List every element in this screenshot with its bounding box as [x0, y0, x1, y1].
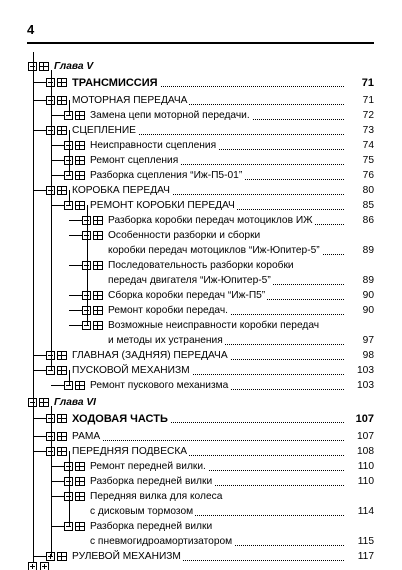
book-icon [57, 552, 67, 561]
entry-title: Возможные неисправности коробки передач [108, 320, 320, 331]
tree-line [69, 295, 82, 296]
book-icon [75, 492, 85, 501]
tree-line [69, 100, 70, 115]
tree-line [33, 82, 46, 83]
book-icon [75, 462, 85, 471]
expand-icon[interactable] [28, 562, 37, 570]
toc-entry[interactable] [82, 229, 374, 243]
entry-title: КОРОБКА ПЕРЕДАЧ [72, 185, 170, 196]
toc-entry[interactable] [64, 154, 374, 168]
page-ref: 110 [344, 460, 374, 474]
book-icon [39, 62, 49, 71]
tree-line [51, 205, 64, 206]
page-ref: 98 [344, 349, 374, 363]
tree-line [69, 220, 82, 221]
page-ref: 117 [344, 550, 374, 564]
toc-entry[interactable] [64, 109, 374, 123]
book-icon [93, 291, 103, 300]
page-ref: 114 [344, 505, 374, 519]
entry-title: МОТОРНАЯ ПЕРЕДАЧА [72, 95, 188, 106]
entry-title: Глава V [54, 61, 94, 72]
entry-title: Глава VI [54, 397, 97, 408]
entry-title: Неисправности сцепления [90, 140, 217, 151]
book-icon [57, 96, 67, 105]
book-icon [57, 78, 67, 87]
toc-entry[interactable] [64, 475, 374, 489]
page-ref: 115 [344, 535, 374, 549]
book-icon [57, 414, 67, 423]
book-icon [57, 186, 67, 195]
tree-line [33, 100, 46, 101]
tree-line [69, 235, 82, 236]
entry-title: Замена цепи моторной передачи. [90, 110, 250, 121]
tree-line [87, 205, 88, 325]
tree-line [33, 418, 46, 419]
page-ref: 97 [344, 334, 374, 348]
page-ref: 76 [344, 169, 374, 183]
book-icon [57, 366, 67, 375]
page-ref: 110 [344, 475, 374, 489]
toc-entry-continuation [108, 334, 374, 348]
toc-entry[interactable] [82, 289, 374, 303]
toc-entry[interactable] [46, 349, 374, 363]
entry-title: Разборка передней вилки [90, 521, 213, 532]
book-icon [39, 398, 49, 407]
toc-entry[interactable] [64, 379, 374, 393]
tree-line [33, 190, 46, 191]
tree-line [69, 310, 82, 311]
tree-line [33, 52, 34, 562]
book-icon [57, 447, 67, 456]
entry-title-continued: с дисковым тормозом [90, 506, 194, 517]
toc-entry[interactable] [82, 319, 374, 333]
toc-entry[interactable] [64, 520, 374, 534]
toc-entry[interactable] [46, 94, 374, 108]
page-ref: 108 [344, 445, 374, 459]
toc-entry-continuation [108, 274, 374, 288]
book-icon [75, 381, 85, 390]
chapter-heading[interactable] [28, 60, 374, 74]
page-ref: 71 [344, 94, 374, 108]
tree-line [51, 481, 64, 482]
tree-line [69, 265, 82, 266]
entry-title: Ремонт сцепления [90, 155, 179, 166]
toc-entry[interactable] [64, 139, 374, 153]
entry-title: ГЛАВНАЯ (ЗАДНЯЯ) ПЕРЕДАЧА [72, 350, 228, 361]
toc-entry[interactable] [64, 169, 374, 183]
toc-entry[interactable] [46, 445, 374, 459]
entry-title: ПЕРЕДНЯЯ ПОДВЕСКА [72, 446, 188, 457]
toc-entry[interactable] [46, 364, 374, 378]
page-ref: 86 [344, 214, 374, 228]
tree-line [69, 130, 70, 175]
tree-line [33, 436, 46, 437]
tree-line [33, 130, 46, 131]
toc-entry-continuation [90, 535, 374, 549]
entry-title: ПУСКОВОЙ МЕХАНИЗМ [72, 365, 190, 376]
entry-title-continued: коробки передач мотоциклов “Иж-Юпитер-5” [108, 245, 320, 256]
book-icon [93, 216, 103, 225]
entry-title-continued: с пневмогидроамортизатором [90, 536, 233, 547]
entry-title: Особенности разборки и сборки [108, 230, 261, 241]
tree-line [33, 370, 46, 371]
page-ref: 72 [344, 109, 374, 123]
page-ref: 89 [344, 274, 374, 288]
book-icon [75, 111, 85, 120]
page-ref: 71 [344, 76, 374, 90]
entry-title-continued: передач двигателя “Иж-Юпитер-5” [108, 275, 271, 286]
page-ref: 103 [344, 364, 374, 378]
entry-title: РУЛЕВОЙ МЕХАНИЗМ [72, 551, 181, 562]
book-icon [57, 351, 67, 360]
book-icon [75, 156, 85, 165]
page-ref: 103 [344, 379, 374, 393]
entry-title: Последовательность разборки коробки [108, 260, 294, 271]
entry-title: Разборка сцепления “Иж-П5-01” [90, 170, 243, 181]
toc-entry-continuation [108, 244, 374, 258]
toc-entry[interactable] [82, 214, 374, 228]
page-ref: 89 [344, 244, 374, 258]
toc-entry[interactable] [46, 184, 374, 198]
toc-entry[interactable] [64, 460, 374, 474]
entry-title: Передняя вилка для колеса [90, 491, 223, 502]
toc-entry[interactable] [82, 259, 374, 273]
entry-title: ТРАНСМИССИЯ [72, 77, 158, 89]
tree-line [33, 451, 46, 452]
toc-entry[interactable] [46, 124, 374, 138]
entry-title: Разборка коробки передач мотоциклов ИЖ [108, 215, 313, 226]
tree-line [69, 370, 70, 385]
book-icon [57, 126, 67, 135]
page-ref: 85 [344, 199, 374, 213]
toc-entry[interactable] [46, 76, 374, 90]
book-icon [75, 201, 85, 210]
page-ref: 107 [344, 412, 374, 426]
book-icon [75, 141, 85, 150]
tree-line [69, 190, 70, 205]
entry-title: РЕМОНТ КОРОБКИ ПЕРЕДАЧ [90, 200, 235, 211]
tree-line [33, 556, 46, 557]
entry-title: Ремонт коробки передач. [108, 305, 229, 316]
entry-title: Разборка передней вилки [90, 476, 213, 487]
book-icon [93, 261, 103, 270]
entry-title: ХОДОВАЯ ЧАСТЬ [72, 413, 168, 425]
tree-line [33, 355, 46, 356]
page-ref: 90 [344, 289, 374, 303]
toc-entry[interactable] [64, 199, 374, 213]
tree-line [51, 115, 64, 116]
page-ref: 74 [344, 139, 374, 153]
toc-entry[interactable] [46, 430, 374, 444]
expand-icon[interactable] [40, 562, 49, 570]
toc-entry[interactable] [64, 490, 374, 504]
book-icon [75, 522, 85, 531]
book-icon [57, 432, 67, 441]
book-icon [75, 477, 85, 486]
tree-line [51, 160, 64, 161]
toc-entry[interactable] [46, 412, 374, 426]
page-ref: 73 [344, 124, 374, 138]
tree-line [51, 496, 64, 497]
page-ref: 75 [344, 154, 374, 168]
entry-title: Ремонт пускового механизма [90, 380, 229, 391]
book-icon [93, 231, 103, 240]
leader-dots [72, 440, 374, 441]
tree-line [51, 175, 64, 176]
chapter-heading[interactable] [28, 396, 374, 410]
page-ref: 107 [344, 430, 374, 444]
tree-line [69, 325, 82, 326]
page-ref: 80 [344, 184, 374, 198]
toc-entry[interactable] [82, 304, 374, 318]
tree-line [51, 145, 64, 146]
toc-entry[interactable] [46, 550, 374, 564]
page-number: 4 [27, 22, 35, 37]
tree-line [51, 526, 64, 527]
tree-line [51, 466, 64, 467]
toc-entry-continuation [90, 505, 374, 519]
entry-title: Сборка коробки передач “Иж-П5” [108, 290, 266, 301]
entry-title: РАМА [72, 431, 101, 442]
entry-title-continued: и методы их устранения [108, 335, 223, 346]
entry-title: Ремонт передней вилки. [90, 461, 206, 472]
book-icon [93, 306, 103, 315]
book-icon [75, 171, 85, 180]
entry-title: СЦЕПЛЕНИЕ [72, 125, 136, 136]
page-ref: 90 [344, 304, 374, 318]
tree-line [69, 451, 70, 526]
book-icon [93, 321, 103, 330]
tree-line [51, 385, 64, 386]
